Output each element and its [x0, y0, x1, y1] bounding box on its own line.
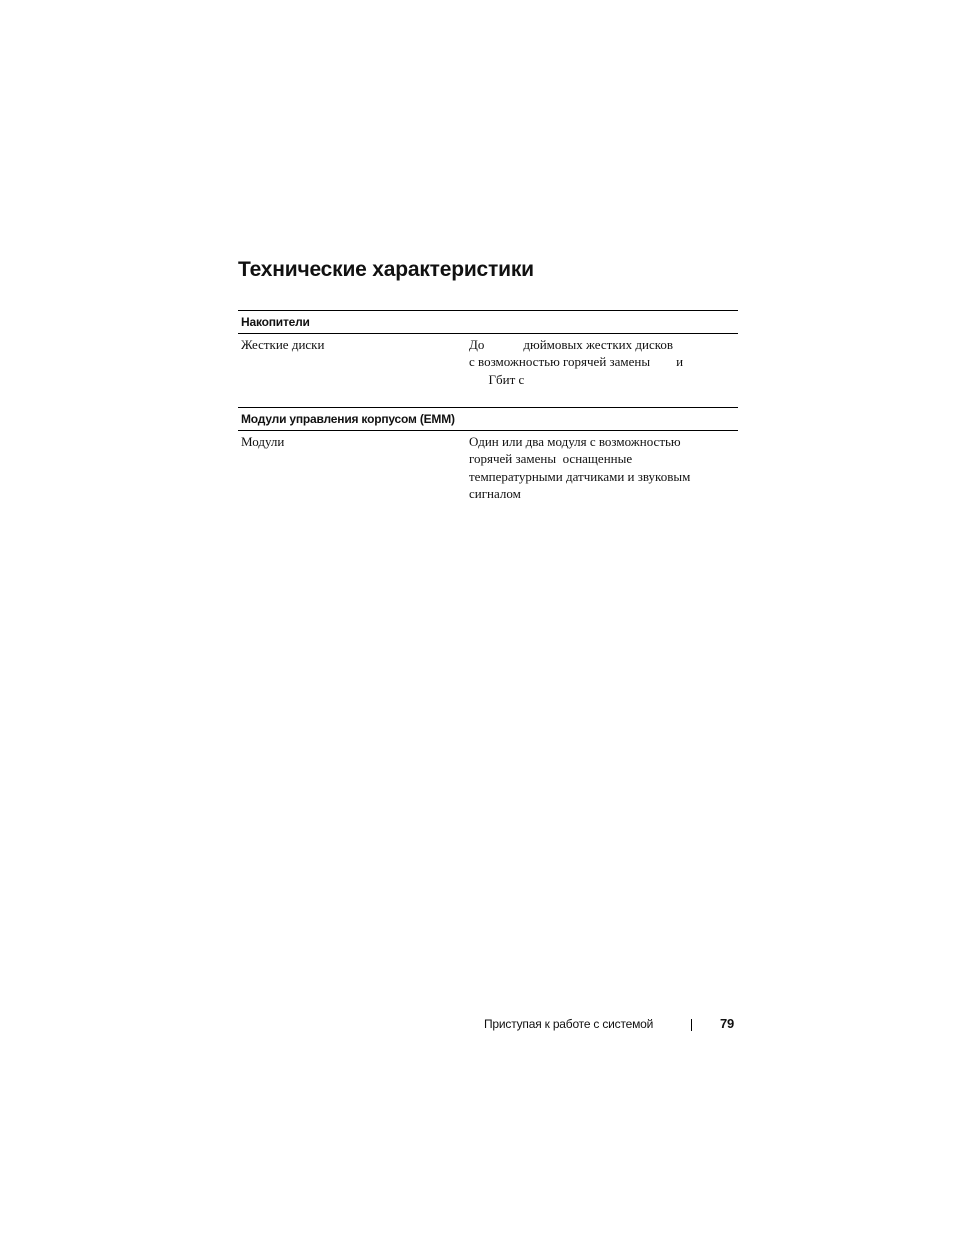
page-title: Технические характеристики — [238, 258, 534, 281]
spec-row-hard-drives — [238, 334, 738, 407]
spec-table — [238, 310, 738, 511]
spec-value-line: горячей замены оснащенные — [469, 451, 633, 467]
section-header-emm: Модули управления корпусом (EMM) — [238, 407, 738, 431]
spec-value — [469, 336, 734, 388]
footer-title: Приступая к работе с системой — [484, 1017, 654, 1031]
spec-value-line: До дюймовых жестких дисков — [469, 337, 674, 352]
page-footer — [484, 1015, 736, 1035]
spec-label: Модули — [241, 434, 285, 449]
section-header-storage: Накопители — [238, 310, 738, 334]
spec-value — [469, 433, 734, 502]
spec-label: Жесткие диски — [241, 337, 325, 352]
footer-separator — [691, 1019, 692, 1031]
spec-value-line: Один или два модуля с возможностью — [469, 434, 681, 449]
page-number: 79 — [720, 1016, 735, 1031]
spec-value-line: Гбит с — [469, 371, 525, 387]
spec-value-line: температурными датчиками и звуковым — [469, 468, 691, 484]
spec-value-line: с возможностью горячей замены и — [469, 354, 684, 370]
spec-value-line: сигналом — [469, 485, 521, 501]
spec-row-modules — [238, 431, 738, 511]
